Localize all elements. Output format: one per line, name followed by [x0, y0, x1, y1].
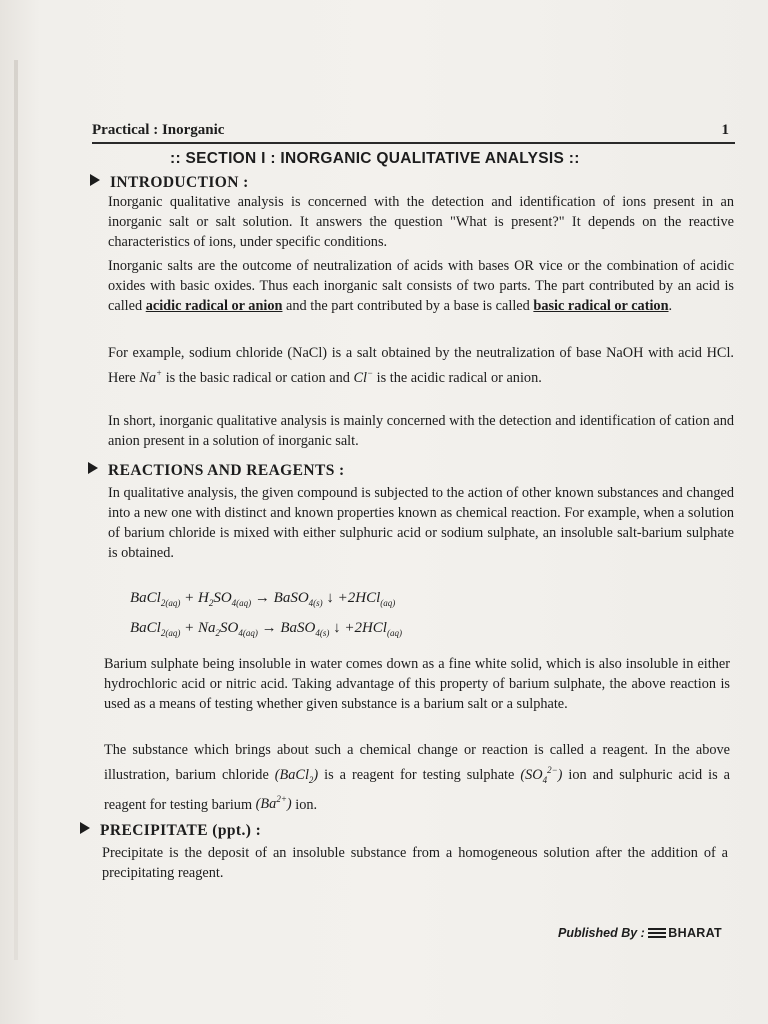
publisher-footer	[558, 926, 722, 940]
precipitate-paragraph: Precipitate is the deposit of an insoluble substance from a homogeneous solution after the addition of a precipitating reagent.	[102, 845, 728, 881]
header-title: Practical : Inorganic	[92, 122, 225, 138]
intro-paragraph-4: In short, inorganic qualitative analysis is mainly concerned with the detection and identification of cation and anion present in a solution of inorganic salt.	[108, 413, 734, 449]
triangle-bullet-icon	[80, 822, 90, 834]
na-ion-formula: Na+	[139, 368, 163, 386]
intro-paragraph-3	[108, 343, 734, 388]
reactions-p3-b: is a reagent for testing sulphate	[318, 766, 521, 783]
basic-radical-term: basic radical or cation	[533, 298, 669, 314]
intro-p3-c: is the acidic radical or anion.	[373, 369, 542, 386]
reactions-paragraph-3	[104, 740, 730, 814]
intro-p3-a: For example, sodium chloride (NaCl) is a salt obtained by the neutralization of base NaOH with acid HCl. Here	[108, 345, 734, 386]
page-number: 1	[721, 122, 729, 138]
precipitate-heading-text: PRECIPITATE (ppt.) :	[100, 822, 262, 839]
intro-heading	[90, 174, 249, 192]
equation-2: BaCl$_{2(aq)}$ + $Na_2SO_{4(aq)}$ → BaSO$_{4(s)}$ ↓ +2HCl$_{(aq)}$	[130, 620, 402, 638]
triangle-bullet-icon	[90, 174, 100, 186]
reactions-paragraph-2: Barium sulphate being insoluble in water comes down as a fine white solid, which is also insoluble in either hydrochloric acid or nitric acid. Taking advantage of this property of barium sulphate, the above reaction is used as a means of testing whether given substance is a barium salt or a sulphate.	[104, 656, 730, 712]
precipitate-heading	[80, 822, 261, 840]
reactions-heading-text: REACTIONS AND REAGENTS :	[108, 462, 345, 479]
so4-ion-formula: $(SO_4^{2-})$	[520, 765, 563, 785]
bacl2-formula: (BaCl$_2$)	[274, 766, 319, 785]
equation-1: BaCl$_{2(aq)}$ + $H_2SO_{4(aq)}$ → BaSO$_{4(s)}$ ↓ +2HCl$_{(aq)}$	[130, 590, 396, 608]
intro-paragraph-2	[108, 256, 734, 316]
running-header	[92, 122, 735, 144]
reactions-paragraph-1: In qualitative analysis, the given compound is subjected to the action of other known substances and changed into a new one with distinct and known properties known as chemical reaction. For example, when a solution of barium chloride is mixed with either sulphuric acid or sodium sulphate, an insoluble salt-barium sulphate is obtained.	[108, 485, 734, 561]
intro-heading-text: INTRODUCTION :	[110, 174, 249, 191]
intro-p2-c: and the part contributed by a base is called	[282, 298, 534, 314]
acidic-radical-term: acidic radical or anion	[145, 298, 283, 314]
page-edge-shadow	[14, 60, 18, 960]
intro-p2-a: Inorganic salts are the outcome of neutralization of acids with bases OR vice or the combination of acidic oxides with basic oxides. Thus each inorganic salt consists of two parts. The part contributed by an acid is called	[108, 258, 734, 314]
reactions-p3-d: ion.	[291, 796, 318, 813]
intro-p3-b: is the basic radical or cation and	[162, 369, 354, 386]
ba-ion-formula: $(Ba^{2+})$	[255, 794, 292, 813]
triangle-bullet-icon	[88, 462, 98, 474]
reactions-heading	[88, 462, 345, 480]
footer-label: Published By :	[558, 926, 649, 940]
publisher-brand: BHARAT	[668, 926, 722, 940]
reactions-p3-c: ion and sulphuric acid is a reagent for testing barium	[104, 766, 731, 813]
cl-ion-formula: Cl−	[353, 368, 374, 386]
reactions-p3-a: The substance which brings about such a chemical change or reaction is called a reagent. In the above illustration, barium chloride	[104, 742, 730, 783]
intro-paragraph-1: Inorganic qualitative analysis is concerned with the detection and identification of ions present in an inorganic salt or salt solution. It answers the question "What is present?" It depends on the reactive characteristics of ions, under specific conditions.	[108, 194, 734, 250]
intro-p2-e: .	[668, 298, 673, 314]
section-title: :: SECTION I : INORGANIC QUALITATIVE ANALYSIS ::	[170, 150, 580, 167]
publisher-logo-icon	[648, 928, 666, 938]
